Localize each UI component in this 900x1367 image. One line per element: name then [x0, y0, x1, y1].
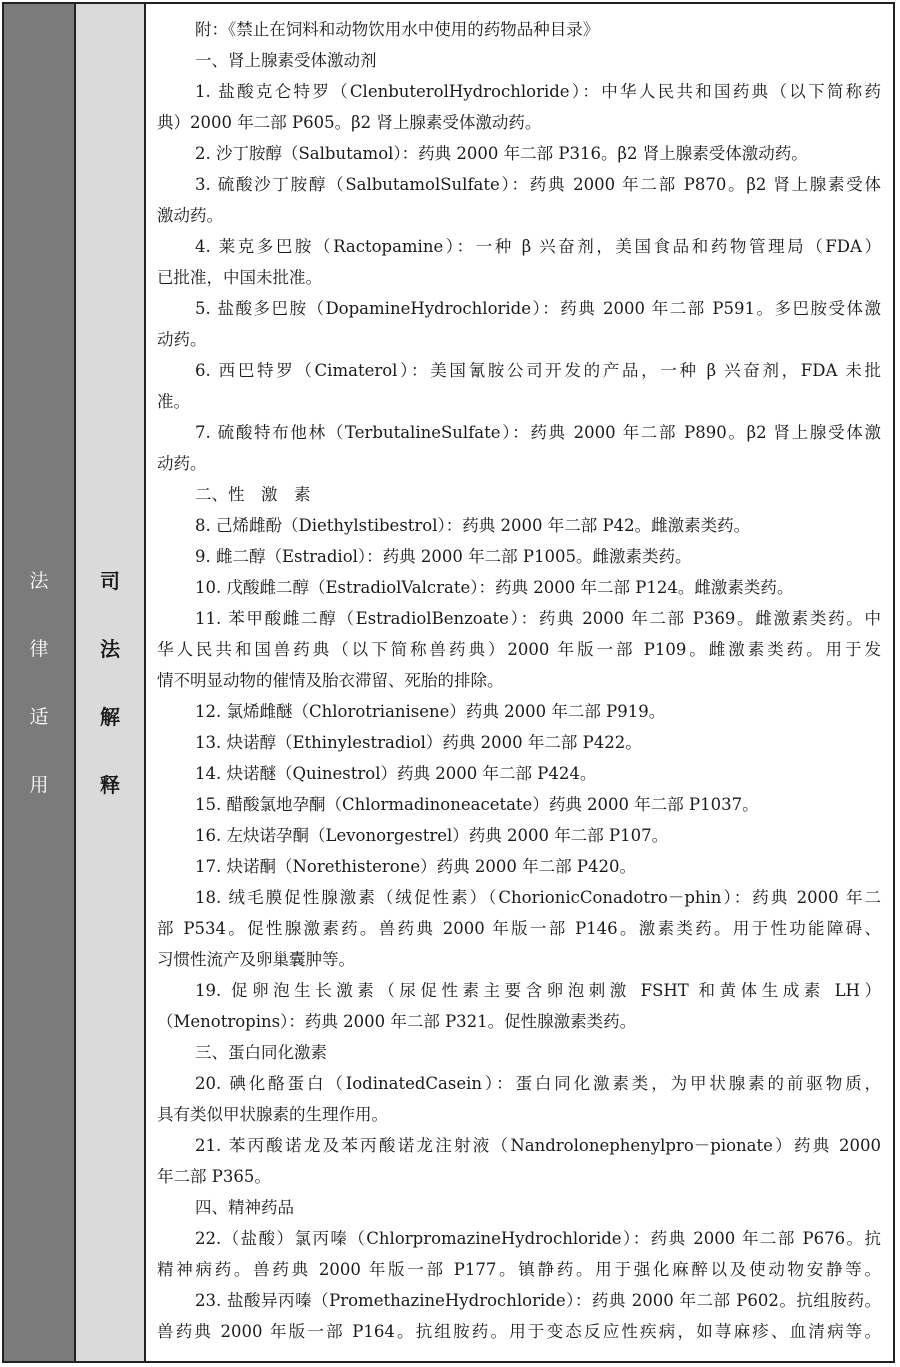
text-line: 23. 盐酸异丙嗪（PromethazineHydrochloride）：药典 2000 年二部 P602。抗组胺药。 [195, 1291, 881, 1310]
text-line: 17. 炔诺酮（Norethisterone）药典 2000 年二部 P420。 [195, 857, 636, 876]
section-heading: 一、肾上腺素受体激动剂 [195, 51, 377, 70]
category-char: 法 [29, 569, 49, 592]
text-line: 11. 苯甲酸雌二醇（EstradiolBenzoate）：药典 2000 年二部 P369。雌激素类药。中 [195, 609, 881, 628]
category-char: 适 [29, 705, 49, 728]
text-line: 10. 戊酸雌二醇（EstradiolValcrate）：药典 2000 年二部 P124。雌激素类药。 [195, 578, 794, 597]
text-line: 华人民共和国兽药典（以下简称兽药典）2000 年版一部 P109。雌激素类药。用于发 [157, 640, 881, 659]
text-line: 9. 雌二醇（Estradiol）：药典 2000 年二部 P1005。雌激素类药。 [195, 547, 692, 566]
text-line: 7. 硫酸特布他林（TerbutalineSulfate）：药典 2000 年二部 P890。β2 肾上腺受体激 [195, 423, 881, 442]
text-line: 18. 绒毛膜促性腺激素（绒促性素）（ChorionicConadotro－phin）：药典 2000 年二 [195, 888, 881, 907]
section-heading: 三、蛋白同化激素 [195, 1043, 327, 1062]
section-heading: 附：《禁止在饲料和动物饮用水中使用的药物品种目录》 [195, 20, 600, 39]
text-line: 21. 苯丙酸诺龙及苯丙酸诺龙注射液（Nandrolonephenylpro－pionate）药典 2000 [195, 1136, 881, 1155]
text-line: 4. 莱克多巴胺（Ractopamine）：一种 β 兴奋剂，美国食品和药物管理局（FDA） [195, 237, 881, 256]
text-line: 年二部 P365。 [157, 1167, 271, 1186]
text-line: 20. 碘化酪蛋白（IodinatedCasein）：蛋白同化激素类，为甲状腺素的前驱物质， [195, 1074, 881, 1093]
document-body [146, 4, 893, 1361]
text-line: 22.（盐酸）氯丙嗪（ChlorpromazineHydrochloride）：药典 2000 年二部 P676。抗 [195, 1229, 881, 1248]
text-line: 16. 左炔诺孕酮（Levonorgestrel）药典 2000 年二部 P107。 [195, 826, 669, 845]
text-line: 1. 盐酸克仑特罗（ClenbuterolHydrochloride）：中华人民共和国药典（以下简称药 [195, 82, 881, 101]
text-line: 8. 己烯雌酚（Diethylstibestrol）：药典 2000 年二部 P42。雌激素类药。 [195, 516, 751, 535]
text-line: 3. 硫酸沙丁胺醇（SalbutamolSulfate）：药典 2000 年二部 P870。β2 肾上腺素受体 [195, 175, 881, 194]
category-char: 律 [29, 637, 49, 660]
text-line: 2. 沙丁胺醇（Salbutamol）：药典 2000 年二部 P316。β2 肾上腺素受体激动药。 [195, 144, 808, 163]
text-line: 习惯性流产及卵巢囊肿等。 [157, 950, 355, 969]
text-line: 动药。 [157, 330, 207, 349]
category-column [4, 4, 76, 1361]
text-line: 12. 氯烯雌醚（Chlorotrianisene）药典 2000 年二部 P919。 [195, 702, 666, 721]
text-line: 14. 炔诺醚（Quinestrol）药典 2000 年二部 P424。 [195, 764, 597, 783]
text-line: 19. 促卵泡生长激素（尿促性素主要含卵泡刺激 FSHT 和黄体生成素 LH） [195, 981, 881, 1000]
text-line: 6. 西巴特罗（Cimaterol）：美国氰胺公司开发的产品，一种 β 兴奋剂，FDA 未批 [195, 361, 881, 380]
text-line: 动药。 [157, 454, 207, 473]
text-line: 准。 [157, 392, 190, 411]
text-line: 精神病药。兽药典 2000 年版一部 P177。镇静药。用于强化麻醉以及使动物安静等。 [157, 1260, 881, 1279]
text-line: 15. 醋酸氯地孕酮（Chlormadinoneacetate）药典 2000 年二部 P1037。 [195, 795, 759, 814]
text-line: 13. 炔诺醇（Ethinylestradiol）药典 2000 年二部 P422。 [195, 733, 642, 752]
text-line: 具有类似甲状腺素的生理作用。 [157, 1105, 388, 1124]
text-line: 兽药典 2000 年版一部 P164。抗组胺药。用于变态反应性疾病，如荨麻疹、血清病等。 [157, 1322, 881, 1341]
text-line: （Menotropins）：药典 2000 年二部 P321。促性腺激素类药。 [157, 1012, 637, 1031]
subcategory-char: 解 [100, 704, 120, 729]
section-heading: 二、性 激 素 [195, 485, 311, 504]
document-table [2, 2, 895, 1363]
section-heading: 四、精神药品 [195, 1198, 294, 1217]
text-line: 情不明显动物的催情及胎衣滞留、死胎的排除。 [157, 671, 504, 690]
subcategory-char: 释 [100, 772, 120, 797]
text-line: 5. 盐酸多巴胺（DopamineHydrochloride）：药典 2000 年二部 P591。多巴胺受体激 [195, 299, 881, 318]
subcategory-char: 司 [100, 568, 120, 593]
text-line: 已批准，中国未批准。 [157, 268, 322, 287]
category-char: 用 [29, 773, 49, 796]
subcategory-char: 法 [100, 636, 120, 661]
subcategory-column [76, 4, 146, 1361]
text-line: 部 P534。促性腺激素药。兽药典 2000 年版一部 P146。激素类药。用于性功能障碍、 [157, 919, 881, 938]
text-line: 典）2000 年二部 P605。β2 肾上腺素受体激动药。 [157, 113, 542, 132]
text-line: 激动药。 [157, 206, 223, 225]
